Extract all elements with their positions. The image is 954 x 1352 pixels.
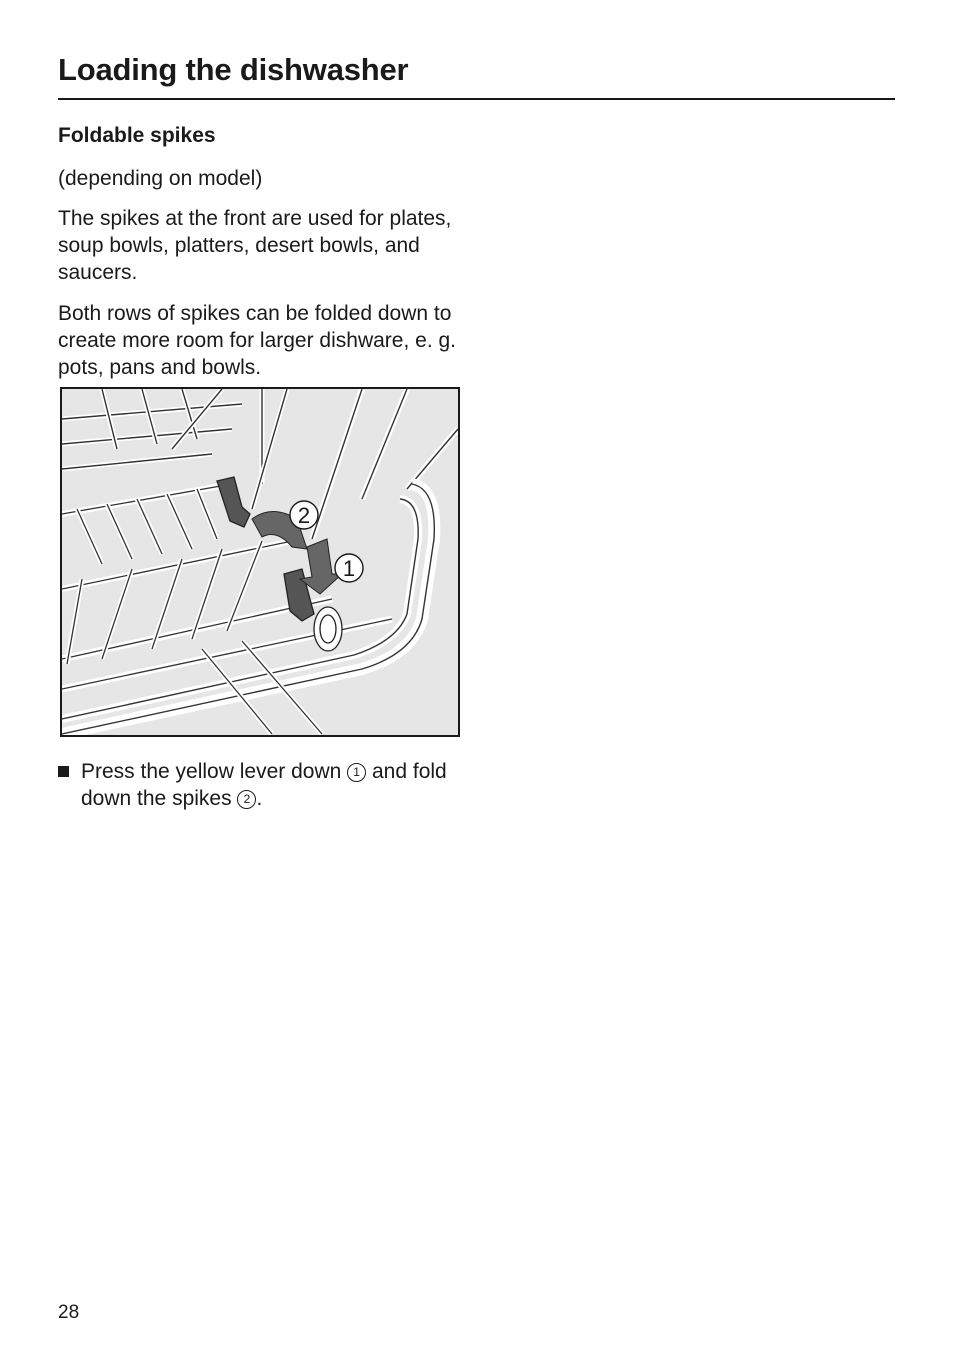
dishwasher-rack-illustration [60,387,460,737]
instruction-part-3: . [256,787,263,810]
bullet-icon [58,766,69,777]
title-divider [58,98,895,100]
fold-description: Both rows of spikes can be folded down to create more room for larger dishware, e. g. pots, pans and bowls. [58,302,456,379]
callout-2-label: 2 [297,503,311,528]
marker-2: 2 [237,790,256,809]
callout-1 [335,554,363,582]
instruction-text [81,758,458,812]
page-number: 28 [58,1302,80,1323]
model-note: (depending on model) [58,167,263,190]
section-heading: Foldable spikes [58,124,216,147]
upper-rack [62,389,287,509]
page-title: Loading the dishwasher [58,52,409,87]
callout-1-label: 1 [342,556,356,581]
instruction-part-1: Press the yellow lever down [81,760,342,783]
marker-1: 1 [347,763,366,782]
instruction-part-2: and fold down the spikes [81,760,447,810]
spikes-description: The spikes at the front are used for plates, soup bowls, platters, desert bowls, and saucers. [58,207,452,284]
instruction-item [58,758,458,812]
callout-2 [290,501,318,529]
